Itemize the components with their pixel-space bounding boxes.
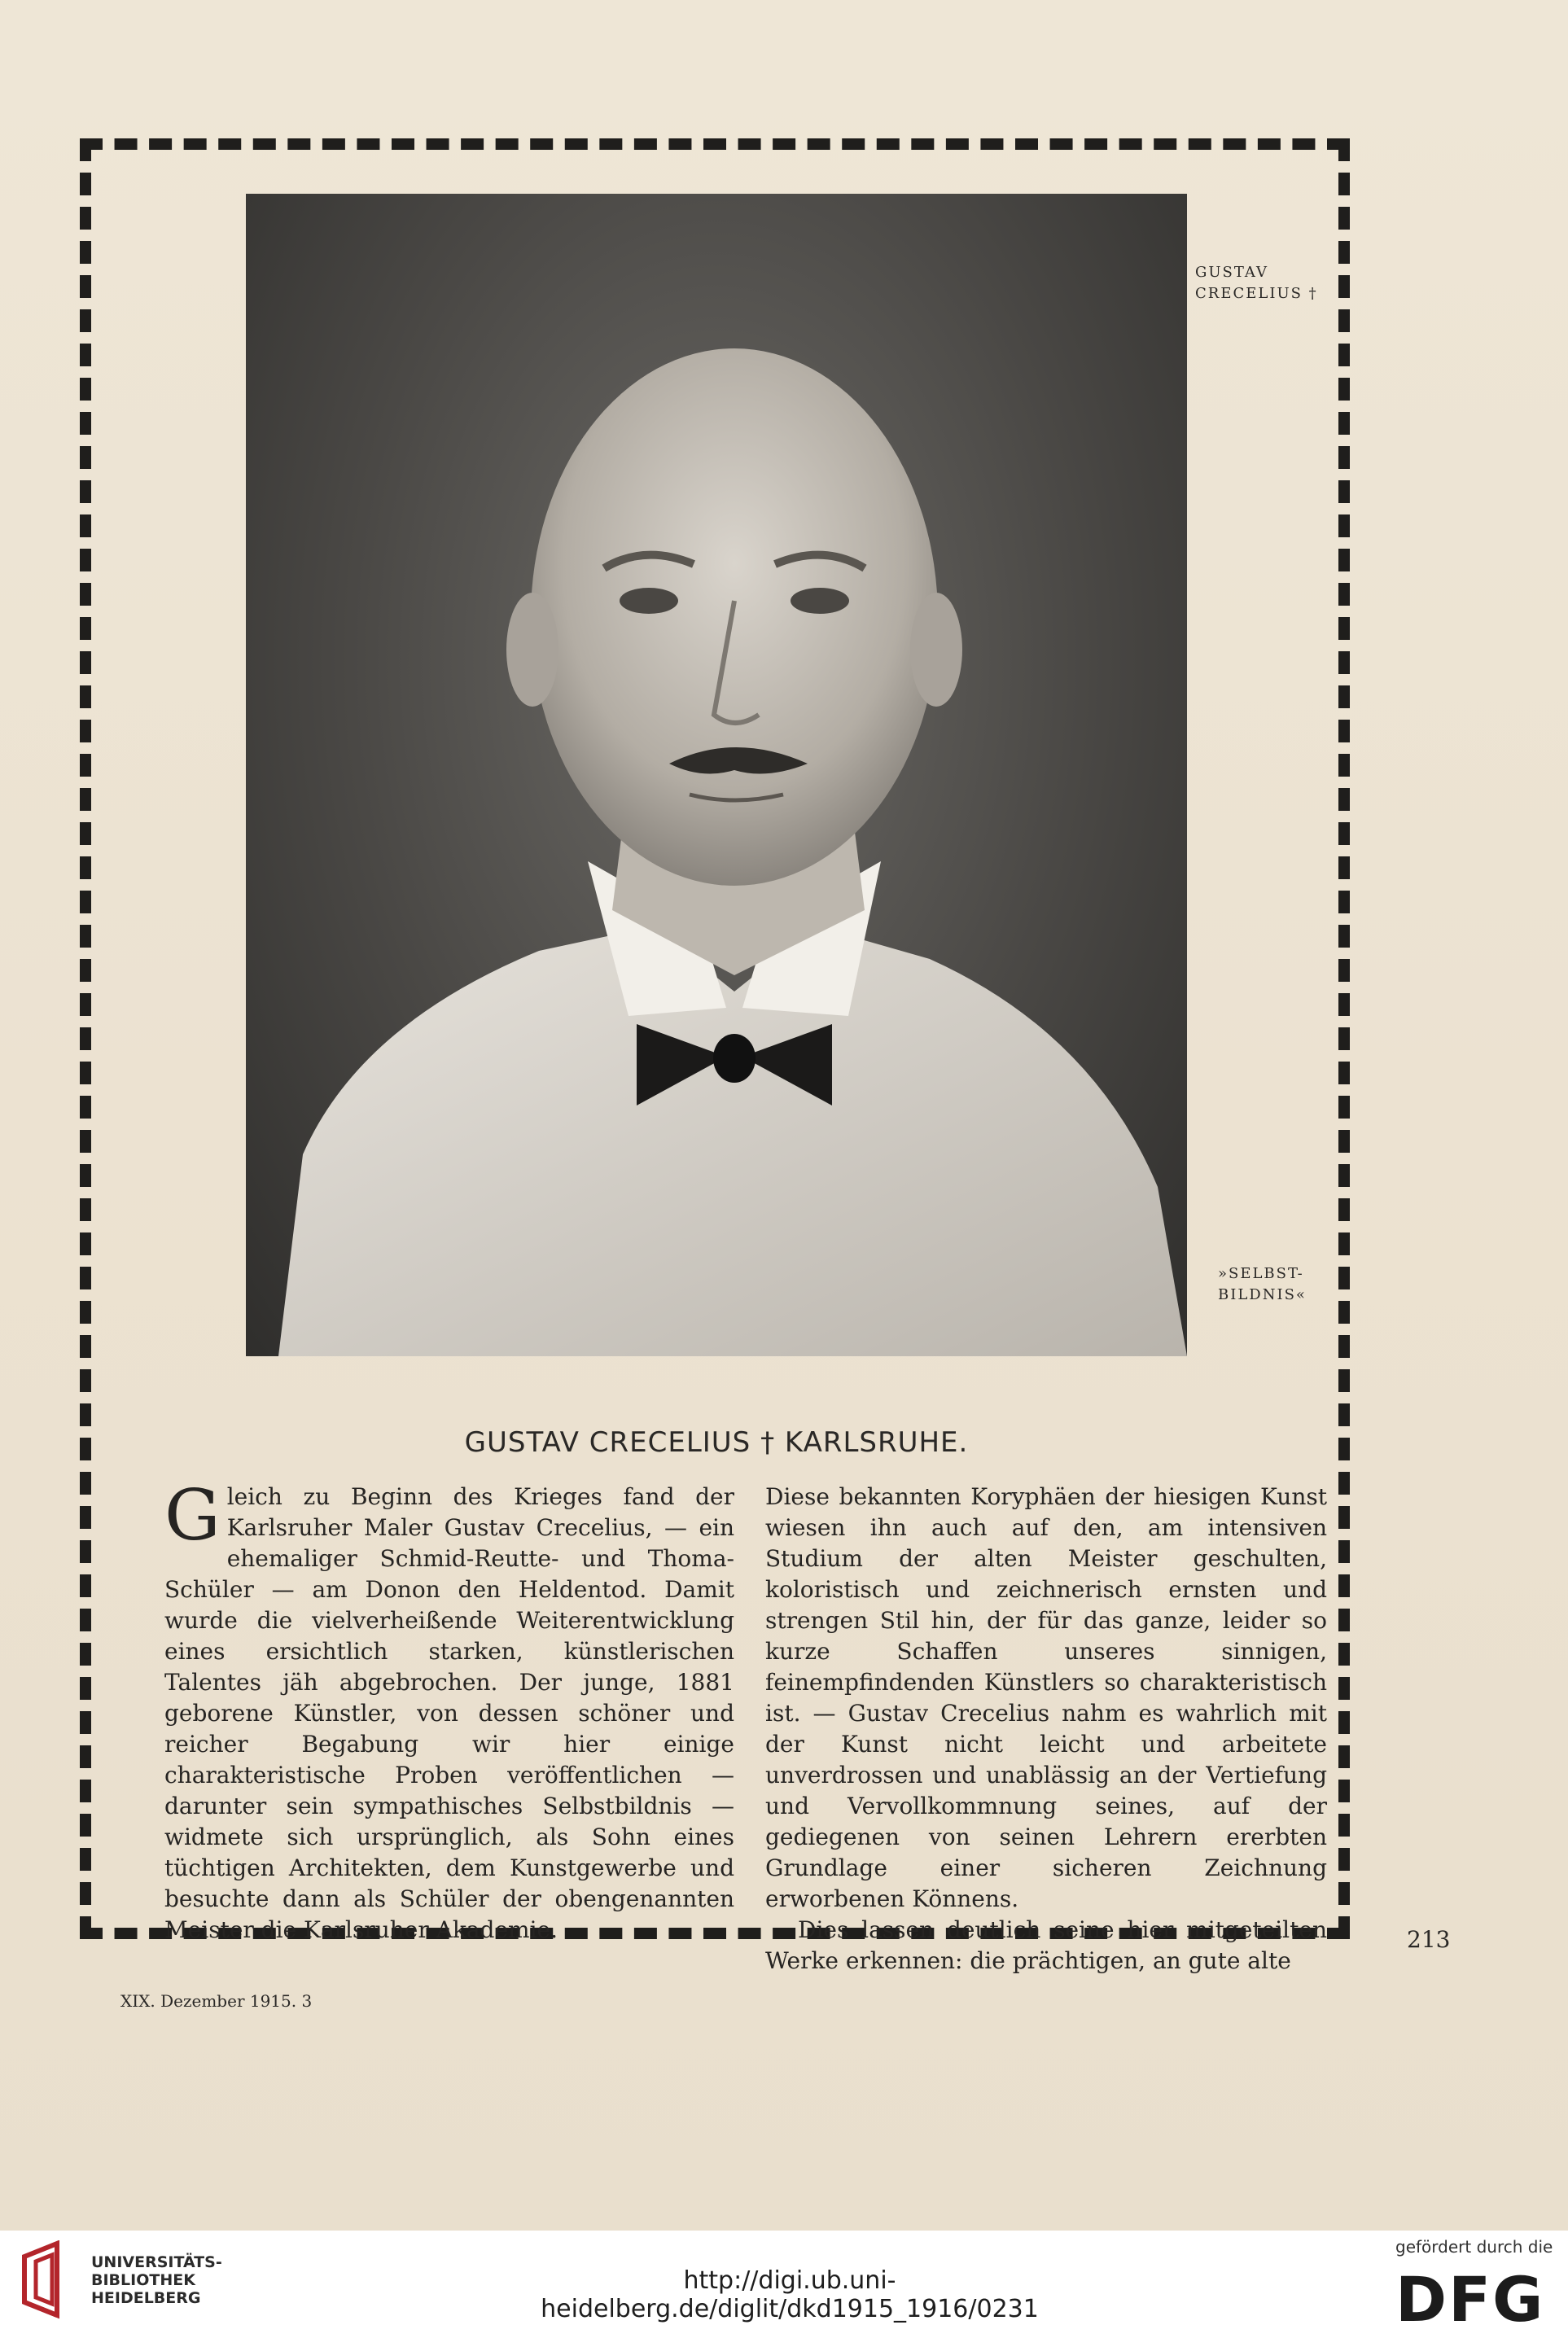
article-paragraph: Diese bekannten Koryphäen der hiesigen Kunst wiesen ihn auch auf den, am intensiven Studium der alten Meister geschulten, koloristisch und zeichnerisch ernsten und strengen Stil hin, der für das ganze, leider so kurze Schaffen unseres sinnigen, feinempfindenden Künstlers so charakteristisch ist. — Gustav Crecelius nahm es wahrlich mit der Kunst nicht leicht und arbeitete unverdrossen und unablässig an der Vertiefung und Vervollkommnung seines, auf der gediegenen von seinen Lehrern ererbten Grundlage einer sicheren Zeichnung erworbenen Könnens. bbox=[765, 1483, 1327, 1912]
article-column-right bbox=[765, 1482, 1327, 1977]
library-name[interactable] bbox=[91, 2253, 222, 2307]
caption-line: BILDNIS« bbox=[1218, 1286, 1307, 1303]
portrait-image bbox=[246, 194, 1187, 1356]
self-portrait-illustration bbox=[246, 194, 1187, 1356]
article-headline: GUSTAV CRECELIUS † KARLSRUHE. bbox=[464, 1426, 969, 1459]
issue-line: XIX. Dezember 1915. 3 bbox=[120, 1991, 313, 2011]
funding-note: gefördert durch die bbox=[1395, 2237, 1553, 2257]
dfg-logo[interactable]: DFG bbox=[1395, 2263, 1545, 2336]
portrait-side-caption-bottom bbox=[1218, 1263, 1307, 1306]
library-name-line: UNIVERSITÄTS- bbox=[91, 2253, 222, 2271]
drop-cap: G bbox=[164, 1475, 221, 1556]
university-library-logo-icon[interactable] bbox=[16, 2240, 81, 2322]
document-url-link[interactable]: http://digi.ub.uni-heidelberg.de/diglit/dkd1915_1916/0231 bbox=[541, 2266, 1039, 2323]
library-name-line: BIBLIOTHEK bbox=[91, 2271, 195, 2289]
paragraph-text: leich zu Beginn des Krieges fand der Karlsruher Maler Gustav Crecelius, — ein ehemaliger Schmid-Reutte- und Thoma-Schüler — am Donon den Heldentod. Damit wurde die vielverheißende Weiterentwicklung eines ersichtlich starken, künstlerischen Talentes jäh abgebrochen. Der junge, 1881 geborene Künstler, von dessen schöner und reicher Begabung wir hier einige charakteristische Proben veröffentlichen — darunter sein sympathisches Selbstbildnis — widmete sich ursprünglich, als Sohn eines tüchtigen Architekten, dem Kunstgewerbe und besuchte dann als Schüler der obengenannten Meister die Karlsruher Akademie. bbox=[164, 1483, 734, 1943]
article-column-left bbox=[164, 1475, 734, 1946]
portrait-side-caption-top bbox=[1195, 262, 1318, 304]
page-number: 213 bbox=[1407, 1926, 1451, 1953]
article-paragraph: Dies lassen deutlich seine hier mitgeteilten Werke erkennen: die prächtigen, an gute alte bbox=[765, 1916, 1327, 1974]
caption-line: »SELBST- bbox=[1218, 1265, 1304, 1282]
library-name-line: HEIDELBERG bbox=[91, 2289, 201, 2307]
article-paragraph bbox=[164, 1475, 734, 1946]
caption-line: CRECELIUS † bbox=[1195, 285, 1318, 302]
caption-line: GUSTAV bbox=[1195, 264, 1269, 281]
